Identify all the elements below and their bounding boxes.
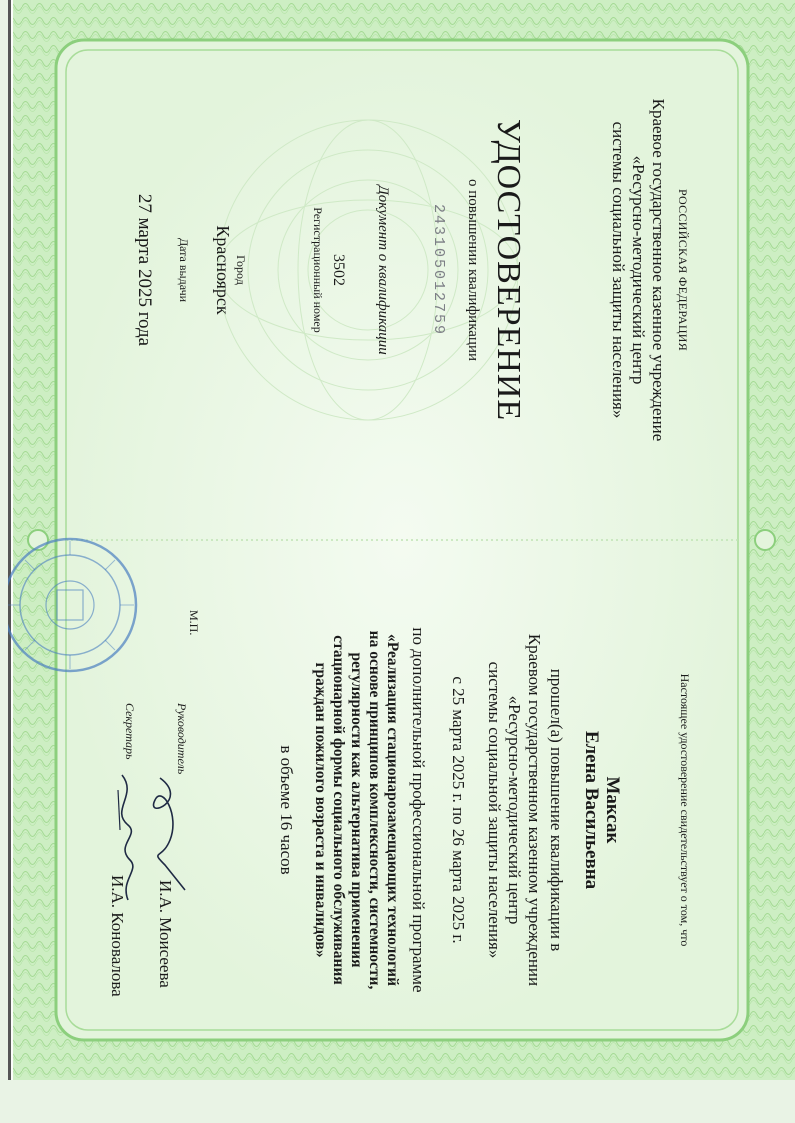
program-intro: по дополнительной профессиональной программе (409, 627, 428, 993)
program-title-line: регулярности как альтернатива применения (348, 652, 365, 968)
country-label: РОССИЙСКАЯ ФЕДЕРАЦИЯ (676, 188, 690, 352)
issue-date: 27 марта 2025 года (134, 193, 155, 347)
head-role-label: Руководитель (175, 703, 189, 775)
training-volume: в объеме 16 часов (277, 745, 296, 875)
city-caption: Город (234, 255, 248, 285)
certificate-right-page (8, 540, 795, 1080)
holder-given-names: Елена Васильевна (581, 730, 602, 890)
head-name: И.А. Моисеева (156, 880, 175, 988)
holder-surname: Максак (602, 776, 623, 844)
issuer-org-line: «Ресурсно-методический центр (629, 155, 648, 385)
document-type-label: Документ о квалификации (375, 185, 391, 355)
program-title-line: на основе принципов комплексности, системности, (366, 630, 383, 990)
training-org-line: Краевом государственном казенном учреждении (525, 633, 544, 987)
issuer-org-line: системы социальной защиты населения» (609, 121, 628, 419)
certificate-left-page (8, 0, 795, 540)
issue-date-caption: Дата выдачи (177, 237, 191, 303)
serial-number: 243105012759 (430, 203, 447, 337)
certificate-content (8, 0, 795, 1080)
training-org-line: системы социальной защиты населения» (485, 661, 504, 959)
training-org-line: «Ресурсно-методический центр (505, 695, 524, 925)
registration-caption: Регистрационный номер (311, 207, 325, 333)
document-title: УДОСТОВЕРЕНИЕ (490, 118, 527, 422)
training-period: с 25 марта 2025 г. по 26 марта 2025 г. (449, 676, 468, 944)
program-title-line: граждан пожилого возраста и инвалидов» (312, 662, 329, 958)
secretary-role-label: Секретарь (123, 703, 137, 760)
signature-images (100, 770, 200, 910)
secretary-name: И.А. Коновалова (108, 875, 127, 997)
program-title-line: «Реализация стационарозамещающих технологий (384, 633, 401, 987)
official-seal-icon (8, 530, 145, 680)
city-value: Красноярск (213, 225, 233, 315)
issuer-org-line: Краевое государственное казенное учреждение (649, 98, 668, 442)
intro-text: Настоящее удостоверение свидетельствует о том, что (678, 673, 692, 947)
stamp-place-label: М.П. (187, 610, 201, 636)
passed-text: прошел(а) повышение квалификации в (547, 668, 566, 952)
certificate-scan (8, 0, 795, 1080)
document-subtitle: о повышении квалификации (465, 179, 481, 361)
registration-number: 3502 (330, 254, 347, 286)
program-title-line: стационарной формы социального обслуживания (330, 635, 347, 985)
